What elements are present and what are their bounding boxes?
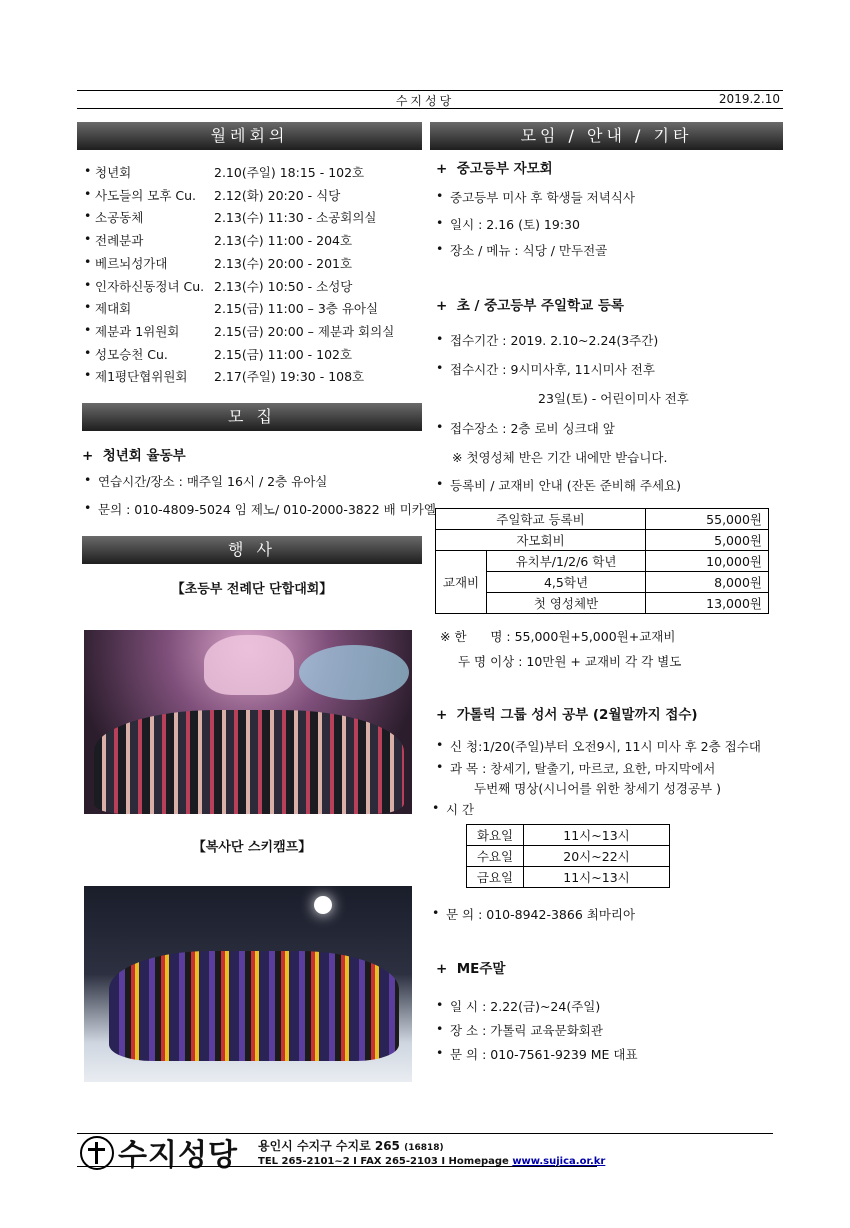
photo-decor: [204, 635, 294, 695]
schedule-table: [466, 824, 670, 888]
fee-amount: 55,000원: [646, 509, 769, 530]
fee-label: 4,5학년: [487, 572, 646, 593]
homepage-link[interactable]: www.sujica.or.kr: [512, 1156, 606, 1167]
time-cell: 11시~13시: [524, 867, 670, 888]
cross-icon: +: [82, 448, 94, 464]
recruit-item: • 연습시간/장소 : 매주일 16시 / 2층 유아실: [98, 472, 327, 490]
fee-note-2: 두 명 이상 : 10만원 + 교재비 각 각 별도: [458, 654, 682, 669]
fee-amount: 8,000원: [646, 572, 769, 593]
meeting-time: 2.13(수) 10:50 - 소성당: [214, 278, 353, 294]
s4-item: • 일 시 : 2.22(금)~24(주일): [450, 997, 600, 1015]
photo-group: [109, 951, 399, 1061]
footer-church-name: 수지성당: [118, 1138, 238, 1173]
meeting-time: 2.17(주일) 19:30 - 108호: [214, 369, 365, 385]
day-cell: 화요일: [467, 825, 524, 846]
fee-label: 자모회비: [436, 530, 646, 551]
table-row: [436, 530, 769, 551]
section-bar-info: 모임 / 안내 / 기타: [430, 122, 783, 150]
cross-icon: +: [436, 707, 448, 723]
fee-label: 주일학교 등록비: [436, 509, 646, 530]
s2-note: ※ 첫영성체 반은 기간 내에만 받습니다.: [452, 450, 668, 465]
event-caption-2: 【복사단 스키캠프】: [192, 840, 312, 855]
cross-icon: +: [436, 961, 448, 977]
fee-group-label: 교재비: [436, 551, 487, 614]
s4-title: + ME주말: [436, 961, 506, 977]
photo-decor: [299, 645, 409, 700]
fee-table: [435, 508, 769, 614]
section-bar-meetings: 월레회의: [77, 122, 422, 150]
table-row: [467, 846, 670, 867]
header-title: 수지성당: [395, 94, 455, 108]
s3-time-label: • 시 간: [446, 800, 474, 818]
meeting-time: 2.15(금) 20:00 – 제분과 회의실: [214, 323, 395, 339]
meeting-time: 2.12(화) 20:20 - 식당: [214, 187, 341, 203]
s3-course-2: 두번째 명상(시니어를 위한 창세기 성경공부 ): [474, 781, 721, 796]
meeting-name: • 전례분과: [95, 231, 143, 249]
cross-icon: +: [436, 298, 448, 314]
event-caption-1: 【초등부 전례단 단합대회】: [171, 582, 333, 597]
footer-contact: TEL 265-2101~2 I FAX 265-2103 I Homepage www.sujica.or.kr: [258, 1156, 606, 1167]
meeting-name: • 소공동체: [95, 208, 143, 226]
table-row: [436, 551, 769, 572]
footer-address: 용인시 수지구 수지로 265 (16818): [258, 1139, 444, 1153]
fee-label: 유치부/1/2/6 학년: [487, 551, 646, 572]
meeting-time: 2.13(수) 20:00 - 201호: [214, 255, 353, 271]
meeting-time: 2.13(수) 11:00 - 204호: [214, 233, 353, 249]
s1-item: • 장소 / 메뉴 : 식당 / 만두전골: [450, 241, 607, 259]
s1-item: • 중고등부 미사 후 학생들 저녁식사: [450, 188, 635, 206]
header-top-rule: [77, 90, 783, 91]
day-cell: 수요일: [467, 846, 524, 867]
s2-fee: • 등록비 / 교재비 안내 (잔돈 준비해 주세요): [450, 476, 681, 494]
s2-place: • 접수장소 : 2층 로비 싱크대 앞: [450, 419, 615, 437]
fee-amount: 5,000원: [646, 530, 769, 551]
s4-item: • 문 의 : 010-7561-9239 ME 대표: [450, 1045, 638, 1063]
s4-item: • 장 소 : 가톨릭 교육문화회관: [450, 1021, 603, 1039]
event-photo-2: [84, 886, 412, 1082]
meeting-name: • 인자하신동정녀 Cu.: [95, 277, 204, 295]
meeting-time: 2.10(주일) 18:15 - 102호: [214, 165, 365, 180]
section-bar-events: 행 사: [82, 536, 422, 564]
header-bottom-rule: [77, 108, 783, 109]
photo-group: [94, 710, 404, 814]
table-row: [436, 509, 769, 530]
meeting-time: 2.15(금) 11:00 - 102호: [214, 346, 353, 362]
s3-title: + 가톨릭 그룹 성서 공부 (2월말까지 접수): [436, 707, 698, 723]
section-bar-recruit: 모 집: [82, 403, 422, 431]
s3-course: • 과 목 : 창세기, 탈출기, 마르코, 요한, 마지막에서: [450, 759, 715, 777]
cross-icon: +: [436, 161, 448, 177]
time-cell: 11시~13시: [524, 825, 670, 846]
s2-title: + 초 / 중고등부 주일학교 등록: [436, 298, 624, 314]
fee-note-1: ※ 한 명 : 55,000원+5,000원+교재비: [440, 629, 676, 644]
s1-item: • 일시 : 2.16 (토) 19:30: [450, 215, 580, 233]
s3-apply: • 신 청:1/20(주일)부터 오전9시, 11시 미사 후 2층 접수대: [450, 737, 761, 755]
header-date: 2019.2.10: [718, 92, 780, 106]
fee-label: 첫 영성체반: [487, 593, 646, 614]
fee-amount: 13,000원: [646, 593, 769, 614]
table-row: [467, 825, 670, 846]
fee-amount: 10,000원: [646, 551, 769, 572]
meeting-name: • 제대회: [95, 299, 131, 317]
meeting-time: 2.15(금) 11:00 – 3층 유아실: [214, 301, 379, 317]
s2-time: • 접수시간 : 9시미사후, 11시미사 전후: [450, 360, 655, 378]
meeting-name: • 베르뇌성가대: [95, 254, 167, 272]
meeting-time: 2.13(수) 11:30 - 소공회의실: [214, 210, 377, 226]
s3-contact: • 문 의 : 010-8942-3866 최마리아: [446, 905, 635, 923]
meeting-name: • 제분과 1위원회: [95, 322, 179, 340]
meeting-name: • 사도들의 모후 Cu.: [95, 186, 196, 204]
day-cell: 금요일: [467, 867, 524, 888]
recruit-title: + 청년회 율동부: [82, 448, 186, 464]
time-cell: 20시~22시: [524, 846, 670, 867]
meeting-name: • 제1평단협위원회: [95, 367, 187, 385]
table-row: [467, 867, 670, 888]
recruit-item: • 문의 : 010-4809-5024 임 제노/ 010-2000-3822 배 미카엘: [98, 500, 436, 518]
photo-light: [314, 896, 332, 914]
footer-rule-2: [77, 1166, 597, 1167]
meeting-name: • 청년회: [95, 163, 131, 181]
s2-time-2: 23일(토) - 어린이미사 전후: [538, 391, 689, 406]
s2-period: • 접수기간 : 2019. 2.10~2.24(3주간): [450, 331, 658, 349]
church-logo-icon: [80, 1136, 114, 1170]
meeting-name: • 성모승천 Cu.: [95, 345, 168, 363]
event-photo-1: [84, 630, 412, 814]
s1-title: + 중고등부 자모회: [436, 161, 553, 177]
